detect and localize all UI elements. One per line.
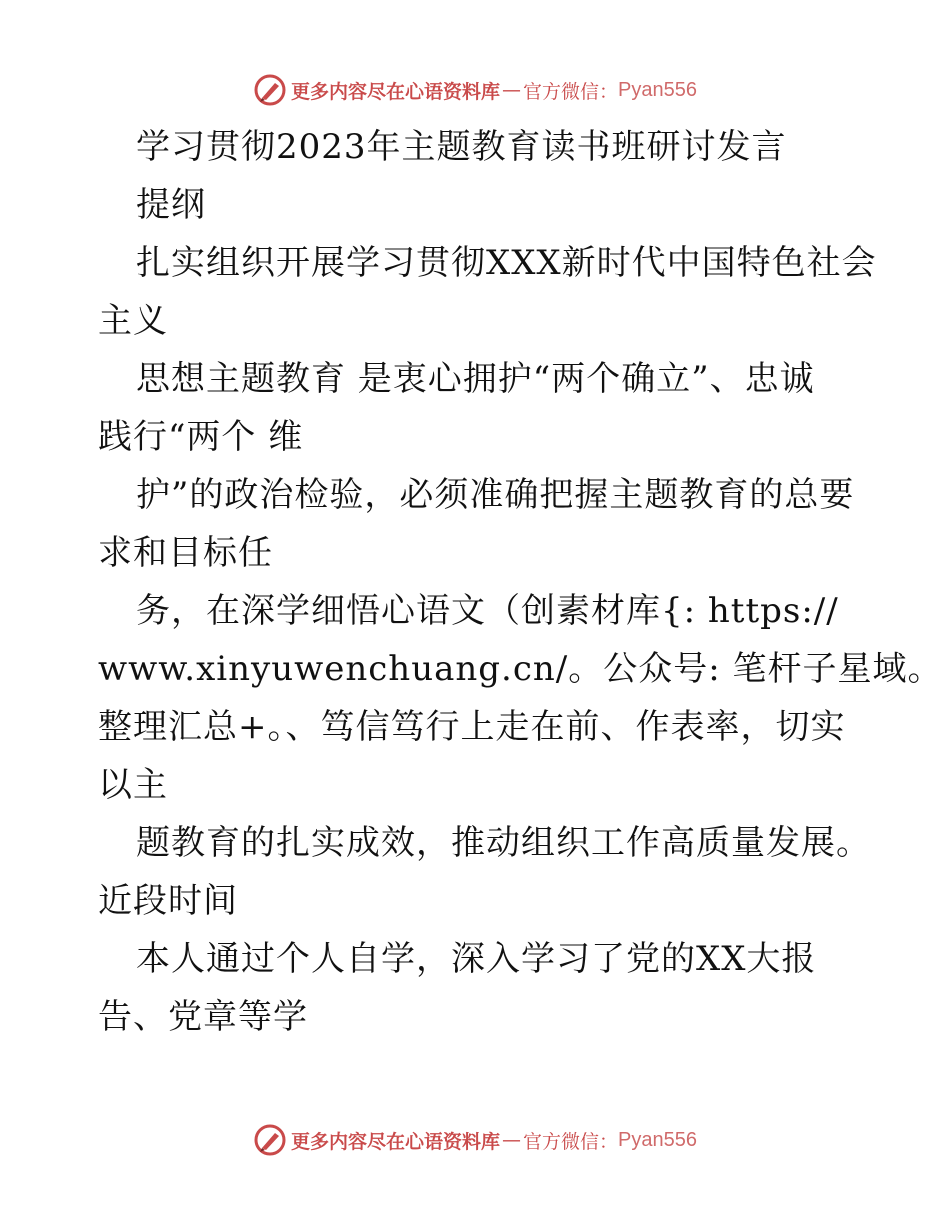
brush-logo-icon xyxy=(253,1123,287,1157)
watermark-brand: 更多内容尽在心语资料库 xyxy=(291,1130,501,1153)
footer-watermark xyxy=(0,1122,950,1158)
watermark-separator: — xyxy=(502,1129,522,1151)
watermark-brand: 更多内容尽在心语资料库 xyxy=(291,80,501,103)
text-line: 近段时间 xyxy=(98,881,238,921)
text-line: 告、党章等学 xyxy=(98,997,308,1037)
document-body xyxy=(98,118,943,1046)
text-line: 扎实组织开展学习贯彻XXX新时代中国特色社会 xyxy=(136,243,877,283)
text-line: 本人通过个人自学，深入学习了党的XX大报 xyxy=(136,939,817,979)
watermark-official-label: 官方微信： xyxy=(523,1130,619,1153)
watermark-wechat-id: Pyan556 xyxy=(618,1128,697,1151)
text-line: 求和目标任 xyxy=(98,533,273,573)
brush-logo-icon xyxy=(253,73,287,107)
text-line: 践行“两个 维 xyxy=(98,417,304,457)
text-line: www.xinyuwenchuang.cn/。公众号: 笔杆子星域。 xyxy=(98,649,943,689)
text-line: 护”的政治检验，必须准确把握主题教育的总要 xyxy=(136,475,855,515)
text-line: 主义 xyxy=(98,301,168,341)
text-line: 思想主题教育 是衷心拥护“两个确立”、忠诚 xyxy=(136,359,815,399)
text-line: 学习贯彻2023年主题教育读书班研讨发言 xyxy=(136,127,787,167)
text-line: 务，在深学细悟心语文（创素材库{: https:// xyxy=(136,591,839,631)
watermark-official-label: 官方微信： xyxy=(523,80,619,103)
watermark-wechat-id: Pyan556 xyxy=(618,78,697,101)
text-line: 以主 xyxy=(98,765,168,805)
watermark-separator: — xyxy=(502,79,522,101)
text-line: 整理汇总+。、笃信笃行上走在前、作表率，切实 xyxy=(98,707,846,747)
text-line: 提纲 xyxy=(136,185,206,225)
text-line: 题教育的扎实成效，推动组织工作高质量发展。 xyxy=(136,823,871,863)
header-watermark xyxy=(0,72,950,108)
